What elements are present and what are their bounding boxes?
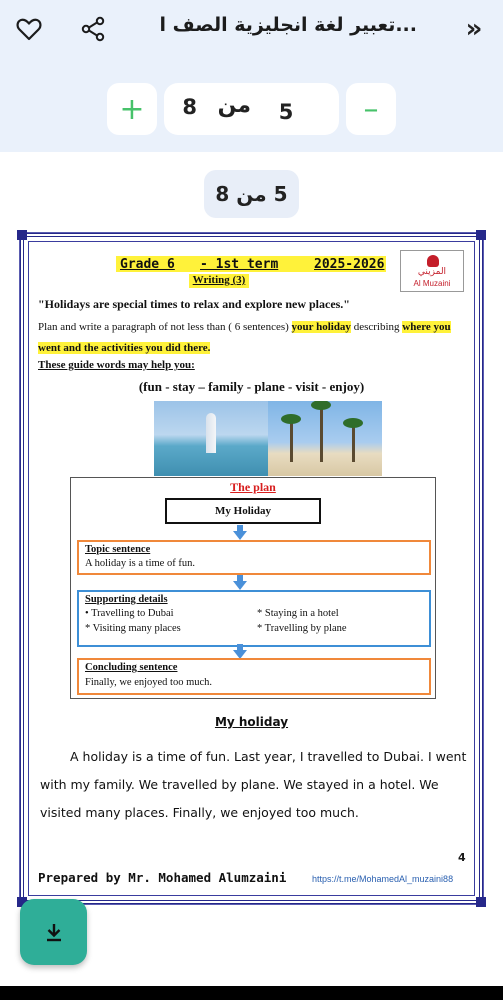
writing-label: Writing (3)	[189, 274, 249, 288]
corner-ornament	[476, 897, 486, 907]
dubai-skyline-photo	[154, 401, 268, 476]
current-page-input[interactable]	[271, 99, 301, 125]
logo-mark-icon	[427, 255, 439, 267]
supporting-details-box	[77, 590, 431, 647]
plan-center-box: My Holiday	[165, 498, 321, 524]
download-icon	[43, 921, 65, 943]
page-navigator	[0, 83, 503, 135]
muzaini-logo	[400, 250, 464, 292]
quote-text: "Holidays are special times to relax and explore new places."	[38, 297, 350, 311]
holiday-paragraph: A holiday is a time of fun. Last year, I travelled to Dubai. I went with my family. We travelled by plane. We stayed in a hotel. We visited many places. Finally, we enjoyed too much.	[40, 749, 467, 820]
document-page[interactable]	[20, 233, 483, 904]
down-arrow-icon	[233, 531, 247, 540]
instruction-text	[38, 317, 468, 359]
back-chevron-icon[interactable]: »	[465, 14, 483, 44]
down-arrow-icon	[233, 581, 247, 590]
guide-label: These guide words may help you:	[38, 359, 195, 371]
page-indicator-chip: 5 من 8	[204, 170, 299, 218]
share-icon[interactable]	[76, 12, 110, 46]
grade-label: Grade 6	[120, 257, 175, 272]
burj-al-arab-shape	[206, 413, 216, 453]
logo-arabic-text: المزيني	[417, 267, 447, 277]
instruction-part: Plan and write a paragraph of not less than ( 6 sentences)	[38, 321, 292, 333]
instruction-highlight: where you went and the activities you did there.	[38, 321, 451, 354]
supporting-item: * Staying in a hotel	[257, 608, 339, 619]
download-button[interactable]	[20, 899, 87, 965]
logo-english-text: Al Muzaini	[413, 279, 451, 288]
telegram-link[interactable]: https://t.me/MohamedAl_muzaini88	[312, 874, 454, 884]
system-nav-bar	[0, 986, 503, 1000]
concluding-text: Finally, we enjoyed too much.	[85, 677, 213, 688]
instruction-part: describing	[350, 321, 403, 333]
plan-diagram	[70, 477, 436, 699]
concluding-title: Concluding sentence	[85, 662, 178, 673]
next-page-button[interactable]: +	[107, 83, 157, 135]
paragraph-title: My holiday	[214, 715, 289, 729]
supporting-item: * Visiting many places	[85, 623, 181, 634]
plan-title: The plan	[230, 480, 276, 494]
corner-ornament	[476, 230, 486, 240]
dubai-photo	[154, 401, 382, 476]
total-pages: 8	[182, 95, 197, 119]
palm-tree	[352, 424, 355, 462]
document-page-number: 4	[458, 851, 466, 864]
corner-ornament	[17, 230, 27, 240]
title-bar	[0, 0, 503, 60]
topic-text: A holiday is a time of fun.	[85, 558, 195, 569]
page-input-box	[164, 83, 339, 135]
of-label: من	[217, 93, 251, 118]
palm-tree	[290, 420, 293, 462]
palm-tree	[320, 406, 323, 462]
previous-page-button[interactable]: –	[346, 83, 396, 135]
topic-title: Topic sentence	[85, 544, 151, 555]
instruction-highlight: your holiday	[291, 321, 351, 333]
supporting-item: • Travelling to Dubai	[85, 608, 174, 619]
year-label: 2025-2026	[314, 257, 385, 272]
guide-words: (fun - stay – family - plane - visit - enjoy)	[138, 379, 365, 394]
term-label: - 1st term	[200, 257, 279, 272]
beach-palms-photo	[268, 401, 382, 476]
page-title: تعبير لغة انجليزية الصف ا...	[159, 14, 417, 36]
heart-icon[interactable]	[12, 12, 46, 46]
concluding-sentence-box	[77, 658, 431, 695]
top-header-area	[0, 0, 503, 152]
topic-sentence-box	[77, 540, 431, 575]
supporting-item: * Travelling by plane	[257, 623, 347, 634]
supporting-title: Supporting details	[85, 594, 168, 605]
prepared-by-text: Prepared by Mr. Mohamed Alumzaini	[38, 870, 287, 885]
